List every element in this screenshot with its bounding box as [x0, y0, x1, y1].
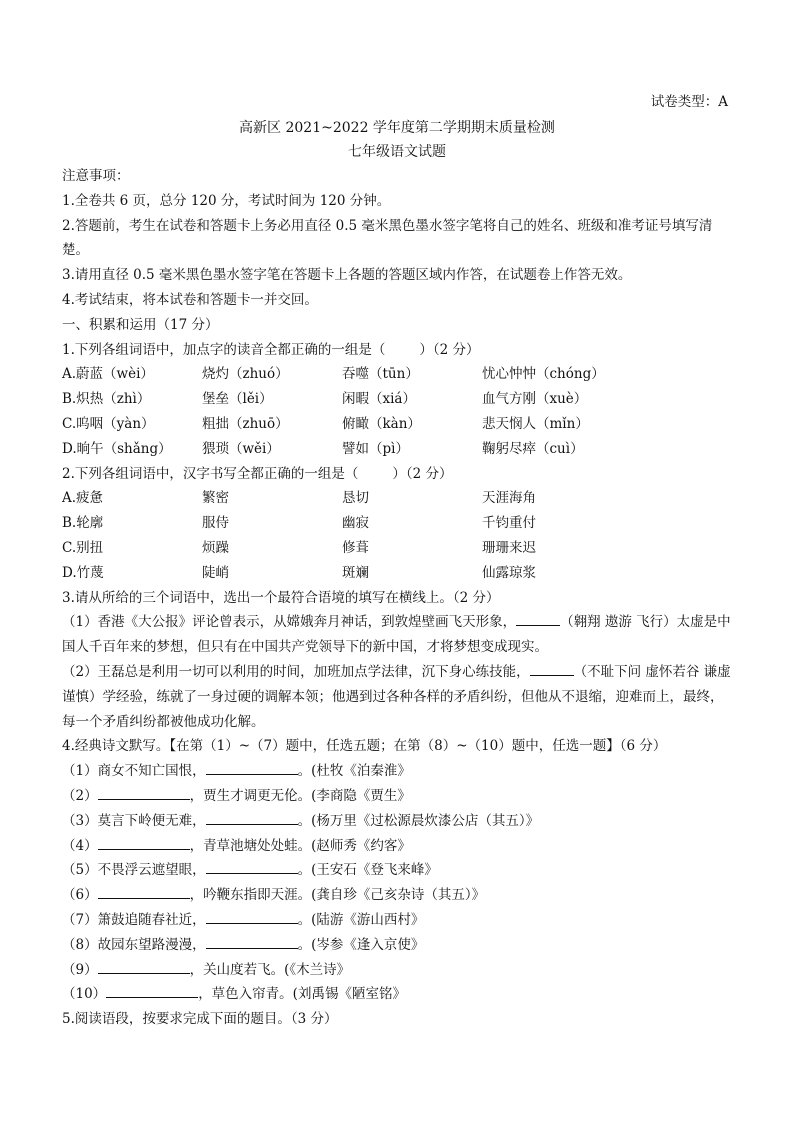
fill-blank[interactable] [516, 610, 560, 626]
fill-blank[interactable] [106, 982, 198, 998]
recitation-item [62, 958, 732, 983]
exam-subtitle: 七年级语文试题 [348, 144, 446, 160]
question-1-prompt [62, 338, 732, 363]
option-cell: A.蔚蓝（wèi） [62, 366, 154, 383]
fill-blank[interactable] [206, 933, 298, 949]
recitation-text: 。(陆游《游山西村》 [297, 911, 425, 928]
option-cell: A.疲惫 [62, 490, 104, 507]
option-cell: 鞠躬尽瘁（cuì） [482, 440, 584, 457]
option-cell: 粗拙（zhuō） [202, 415, 289, 432]
recitation-text: （2） [62, 787, 98, 804]
option-cell: 烦躁 [202, 539, 229, 556]
option-cell: 斑斓 [342, 564, 369, 581]
recitation-item [62, 858, 732, 883]
recitation-text: 。(王安石《登飞来峰》 [297, 862, 438, 879]
note-item: 3.请用直径 0.5 毫米黑色墨水签字笔在答题卡上各题的答题区域内作答，在试题卷上作答无效。 [62, 267, 632, 284]
option-row [62, 387, 732, 412]
recitation-item [62, 908, 732, 933]
option-row [62, 362, 732, 387]
section-heading: 一、积累和运用（17 分） [62, 316, 219, 333]
passage-text: （1）香港《大公报》评论曾表示，从嫦娥奔月神话，到敦煌壁画飞天形象， [62, 614, 517, 631]
passage-text: （不耻下问 虚怀若谷 谦虚谨慎）学经验，练就了一身过硬的调解本领；他遇到过各种各样的矛盾纠纷，但他从不退缩，迎难而上，最终，每一个矛盾纠纷都被他成功化解。 [62, 663, 731, 730]
option-row [62, 486, 732, 511]
option-cell: D.晌午（shǎng） [62, 440, 172, 457]
option-cell: C.别扭 [62, 539, 104, 556]
option-cell: 珊珊来迟 [482, 539, 536, 556]
question-3-part-1 [62, 610, 732, 660]
recitation-text: （1）商女不知亡国恨， [62, 763, 206, 780]
exam-title: 高新区 2021~2022 学年度第二学期期末质量检测 [239, 120, 555, 136]
option-cell: 吞噬（tūn） [342, 366, 419, 383]
option-row [62, 561, 732, 586]
option-cell: 血气方刚（xuè） [482, 391, 588, 408]
recitation-text: ，吟鞭东指即天涯。(龚自珍《己亥杂诗（其五）》 [189, 887, 486, 904]
option-cell: 烧灼（zhuó） [202, 366, 289, 383]
option-cell: 繁密 [202, 490, 229, 507]
question-prompt-text: 1.下列各组词语中，加点字的读音全都正确的一组是（ [62, 341, 386, 358]
recitation-text: 。(杨万里《过松源晨炊漆公店（其五）》 [297, 812, 540, 829]
option-cell: C.呜咽（yàn） [62, 415, 155, 432]
option-cell: 闲暇（xiá） [342, 391, 416, 408]
question-3-prompt: 3.请从所给的三个词语中，选出一个最符合语境的填写在横线上。（2 分） [62, 589, 500, 606]
note-item: 1.全卷共 6 页，总分 120 分，考试时间为 120 分钟。 [62, 192, 391, 209]
fill-blank[interactable] [530, 660, 574, 676]
recitation-text: （9） [62, 961, 98, 978]
fill-blank[interactable] [206, 759, 298, 775]
option-cell: 服侍 [202, 515, 229, 532]
recitation-item [62, 809, 732, 834]
fill-blank[interactable] [206, 858, 298, 874]
exam-content [62, 164, 732, 1032]
note-item: 2.答题前，考生在试卷和答题卡上务必用直径 0.5 毫米黑色墨水签字笔将自己的姓名、班级和准考证号填写清楚。 [62, 217, 713, 259]
question-3-part-2 [62, 660, 732, 734]
question-points: ）（2 分） [392, 465, 453, 482]
option-cell: 俯瞰（kàn） [342, 415, 421, 432]
passage-text: （翱翔 遨游 飞行）太虚是中国人千百年来的梦想，但只有在中国共产党领导下的新中国，才将梦想变成现实。 [62, 614, 731, 656]
option-cell: 陡峭 [202, 564, 229, 581]
option-cell: 譬如（pì） [342, 440, 409, 457]
recitation-text: 。(杜牧《泊秦淮》 [297, 763, 411, 780]
option-cell: 千钧重付 [482, 515, 536, 532]
option-cell: B.炽热（zhì） [62, 391, 151, 408]
recitation-text: （8）故园东望路漫漫， [62, 936, 206, 953]
question-2-prompt [62, 462, 732, 487]
option-cell: 恳切 [342, 490, 369, 507]
passage-text: （2）王磊总是利用一切可以利用的时间，加班加点学法律，沉下身心练技能， [62, 663, 530, 680]
option-cell: 堡垒（lěi） [202, 391, 273, 408]
recitation-item [62, 883, 732, 908]
option-cell: 幽寂 [342, 515, 369, 532]
fill-blank[interactable] [98, 784, 190, 800]
notes-heading: 注意事项： [62, 168, 130, 184]
option-cell: 忧心忡忡（chóng） [482, 366, 605, 383]
fill-blank[interactable] [98, 958, 190, 974]
question-5-prompt: 5.阅读语段，按要求完成下面的题目。（3 分） [62, 1011, 338, 1028]
option-cell: 修葺 [342, 539, 369, 556]
recitation-text: （10） [62, 986, 107, 1003]
fill-blank[interactable] [206, 809, 298, 825]
option-row [62, 536, 732, 561]
fill-blank[interactable] [98, 834, 190, 850]
recitation-text: ，青草池塘处处蛙。(赵师秀《约客》 [189, 837, 411, 854]
recitation-text: ，关山度若飞。(《木兰诗》 [189, 961, 351, 978]
option-cell: 猥琐（wěi） [202, 440, 280, 457]
recitation-text: （5）不畏浮云遮望眼， [62, 862, 206, 879]
option-cell: 悲天悯人（mǐn） [482, 415, 589, 432]
fill-blank[interactable] [98, 883, 190, 899]
recitation-item [62, 982, 732, 1007]
recitation-item [62, 834, 732, 859]
recitation-text: ，贾生才调更无伦。(李商隐《贾生》 [189, 787, 411, 804]
recitation-text: （6） [62, 887, 98, 904]
note-item: 4.考试结束，将本试卷和答题卡一并交回。 [62, 291, 318, 308]
option-cell: 仙露琼浆 [482, 564, 536, 581]
exam-type-label: 试卷类型：A [650, 94, 728, 110]
option-row [62, 412, 732, 437]
option-row [62, 437, 732, 462]
option-cell: 天涯海角 [482, 490, 536, 507]
recitation-item [62, 933, 732, 958]
option-row [62, 511, 732, 536]
option-cell: B.轮廓 [62, 515, 104, 532]
question-points: ）（2 分） [419, 341, 480, 358]
question-4-prompt: 4.经典诗文默写。【在第（1）~（7）题中，任选五题；在第（8）~（10）题中，任选一题】（6 分） [62, 738, 667, 755]
recitation-item [62, 784, 732, 809]
fill-blank[interactable] [206, 908, 298, 924]
recitation-text: （7）箫鼓追随春社近， [62, 911, 206, 928]
option-cell: D.竹蔑 [62, 564, 104, 581]
recitation-text: （3）莫言下岭便无难， [62, 812, 206, 829]
question-prompt-text: 2.下列各组词语中，汉字书写全都正确的一组是（ [62, 465, 359, 482]
recitation-text: 。(岑参《逢入京使》 [297, 936, 425, 953]
recitation-text: （4） [62, 837, 98, 854]
recitation-text: ，草色入帘青。(刘禹锡《陋室铭》 [198, 986, 406, 1003]
recitation-item [62, 759, 732, 784]
